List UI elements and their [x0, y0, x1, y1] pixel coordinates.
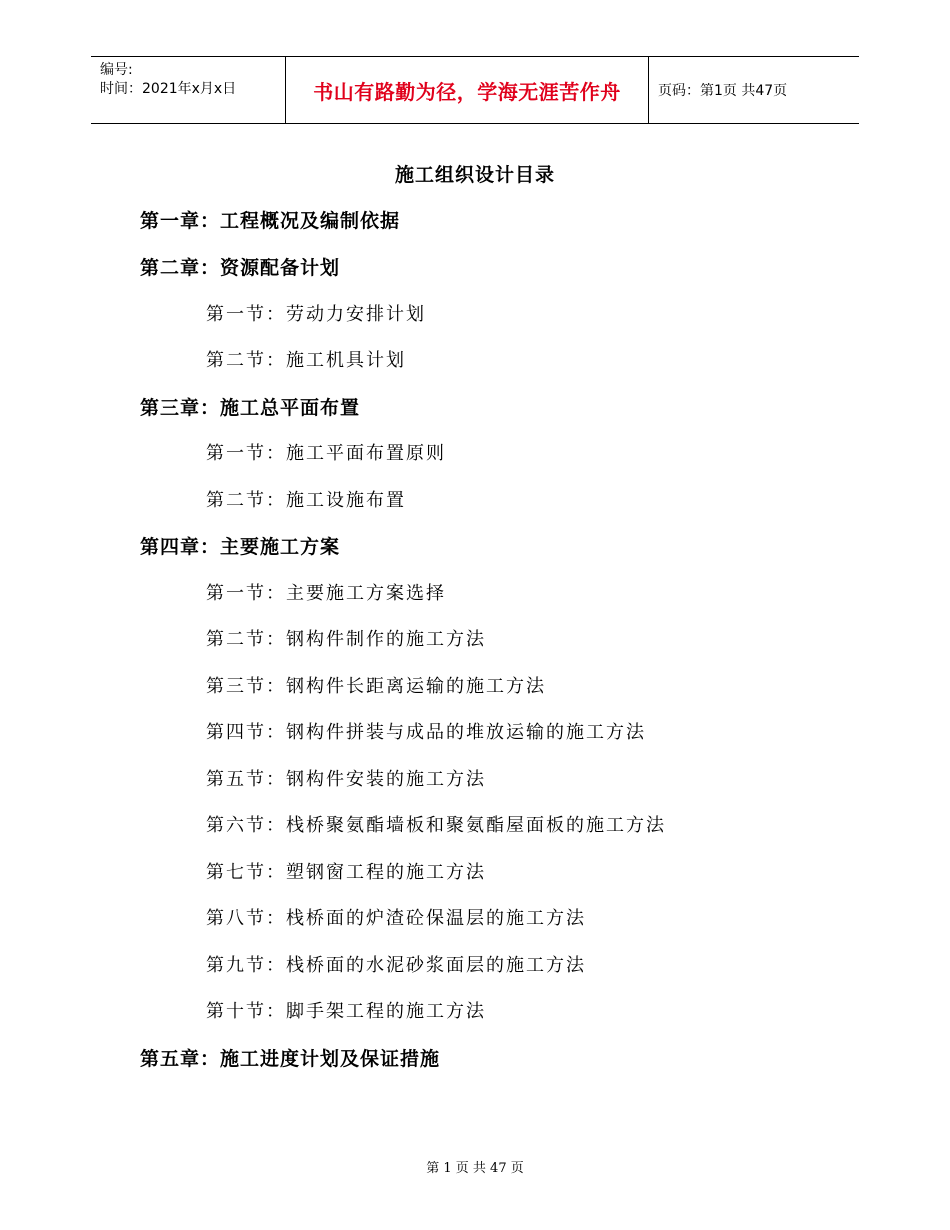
toc-chapter: 第四章：主要施工方案 [140, 536, 341, 558]
toc-section: 第一节：主要施工方案选择 [206, 583, 446, 604]
toc-chapter: 第二章：资源配备计划 [140, 257, 341, 279]
toc-section: 第一节：劳动力安排计划 [206, 304, 426, 325]
toc-section: 第七节：塑钢窗工程的施工方法 [206, 862, 486, 883]
toc-section: 第四节：钢构件拼装与成品的堆放运输的施工方法 [206, 722, 646, 743]
toc-section: 第九节：栈桥面的水泥砂浆面层的施工方法 [206, 955, 586, 976]
document-time: 时间：2021年x月x日 [100, 81, 237, 97]
toc-section: 第二节：施工机具计划 [206, 350, 406, 371]
toc-section: 第五节：钢构件安装的施工方法 [206, 769, 486, 790]
toc-section: 第八节：栈桥面的炉渣砼保温层的施工方法 [206, 908, 586, 929]
header-page-info-cell [649, 57, 859, 123]
page-footer: 第 1 页 共 47 页 [426, 1161, 524, 1176]
document-number-label: 编号: [100, 62, 133, 78]
header-meta [91, 57, 286, 123]
toc-section: 第一节：施工平面布置原则 [206, 443, 446, 464]
document-title: 施工组织设计目录 [394, 164, 555, 186]
header-motto-cell [286, 57, 649, 123]
toc-section: 第十节：脚手架工程的施工方法 [206, 1001, 486, 1022]
toc-chapter: 第一章：工程概况及编制依据 [140, 210, 401, 232]
header-motto: 书山有路勤为径，学海无涯苦作舟 [313, 79, 621, 104]
toc-chapter: 第三章：施工总平面布置 [140, 397, 361, 419]
page-header [91, 56, 859, 124]
toc-section: 第二节：钢构件制作的施工方法 [206, 629, 486, 650]
header-page-info: 页码：第1页 共47页 [658, 83, 788, 99]
toc-section: 第六节：栈桥聚氨酯墙板和聚氨酯屋面板的施工方法 [206, 815, 666, 836]
toc-chapter: 第五章：施工进度计划及保证措施 [140, 1048, 441, 1070]
toc-section: 第三节：钢构件长距离运输的施工方法 [206, 676, 546, 697]
toc-section: 第二节：施工设施布置 [206, 490, 406, 511]
